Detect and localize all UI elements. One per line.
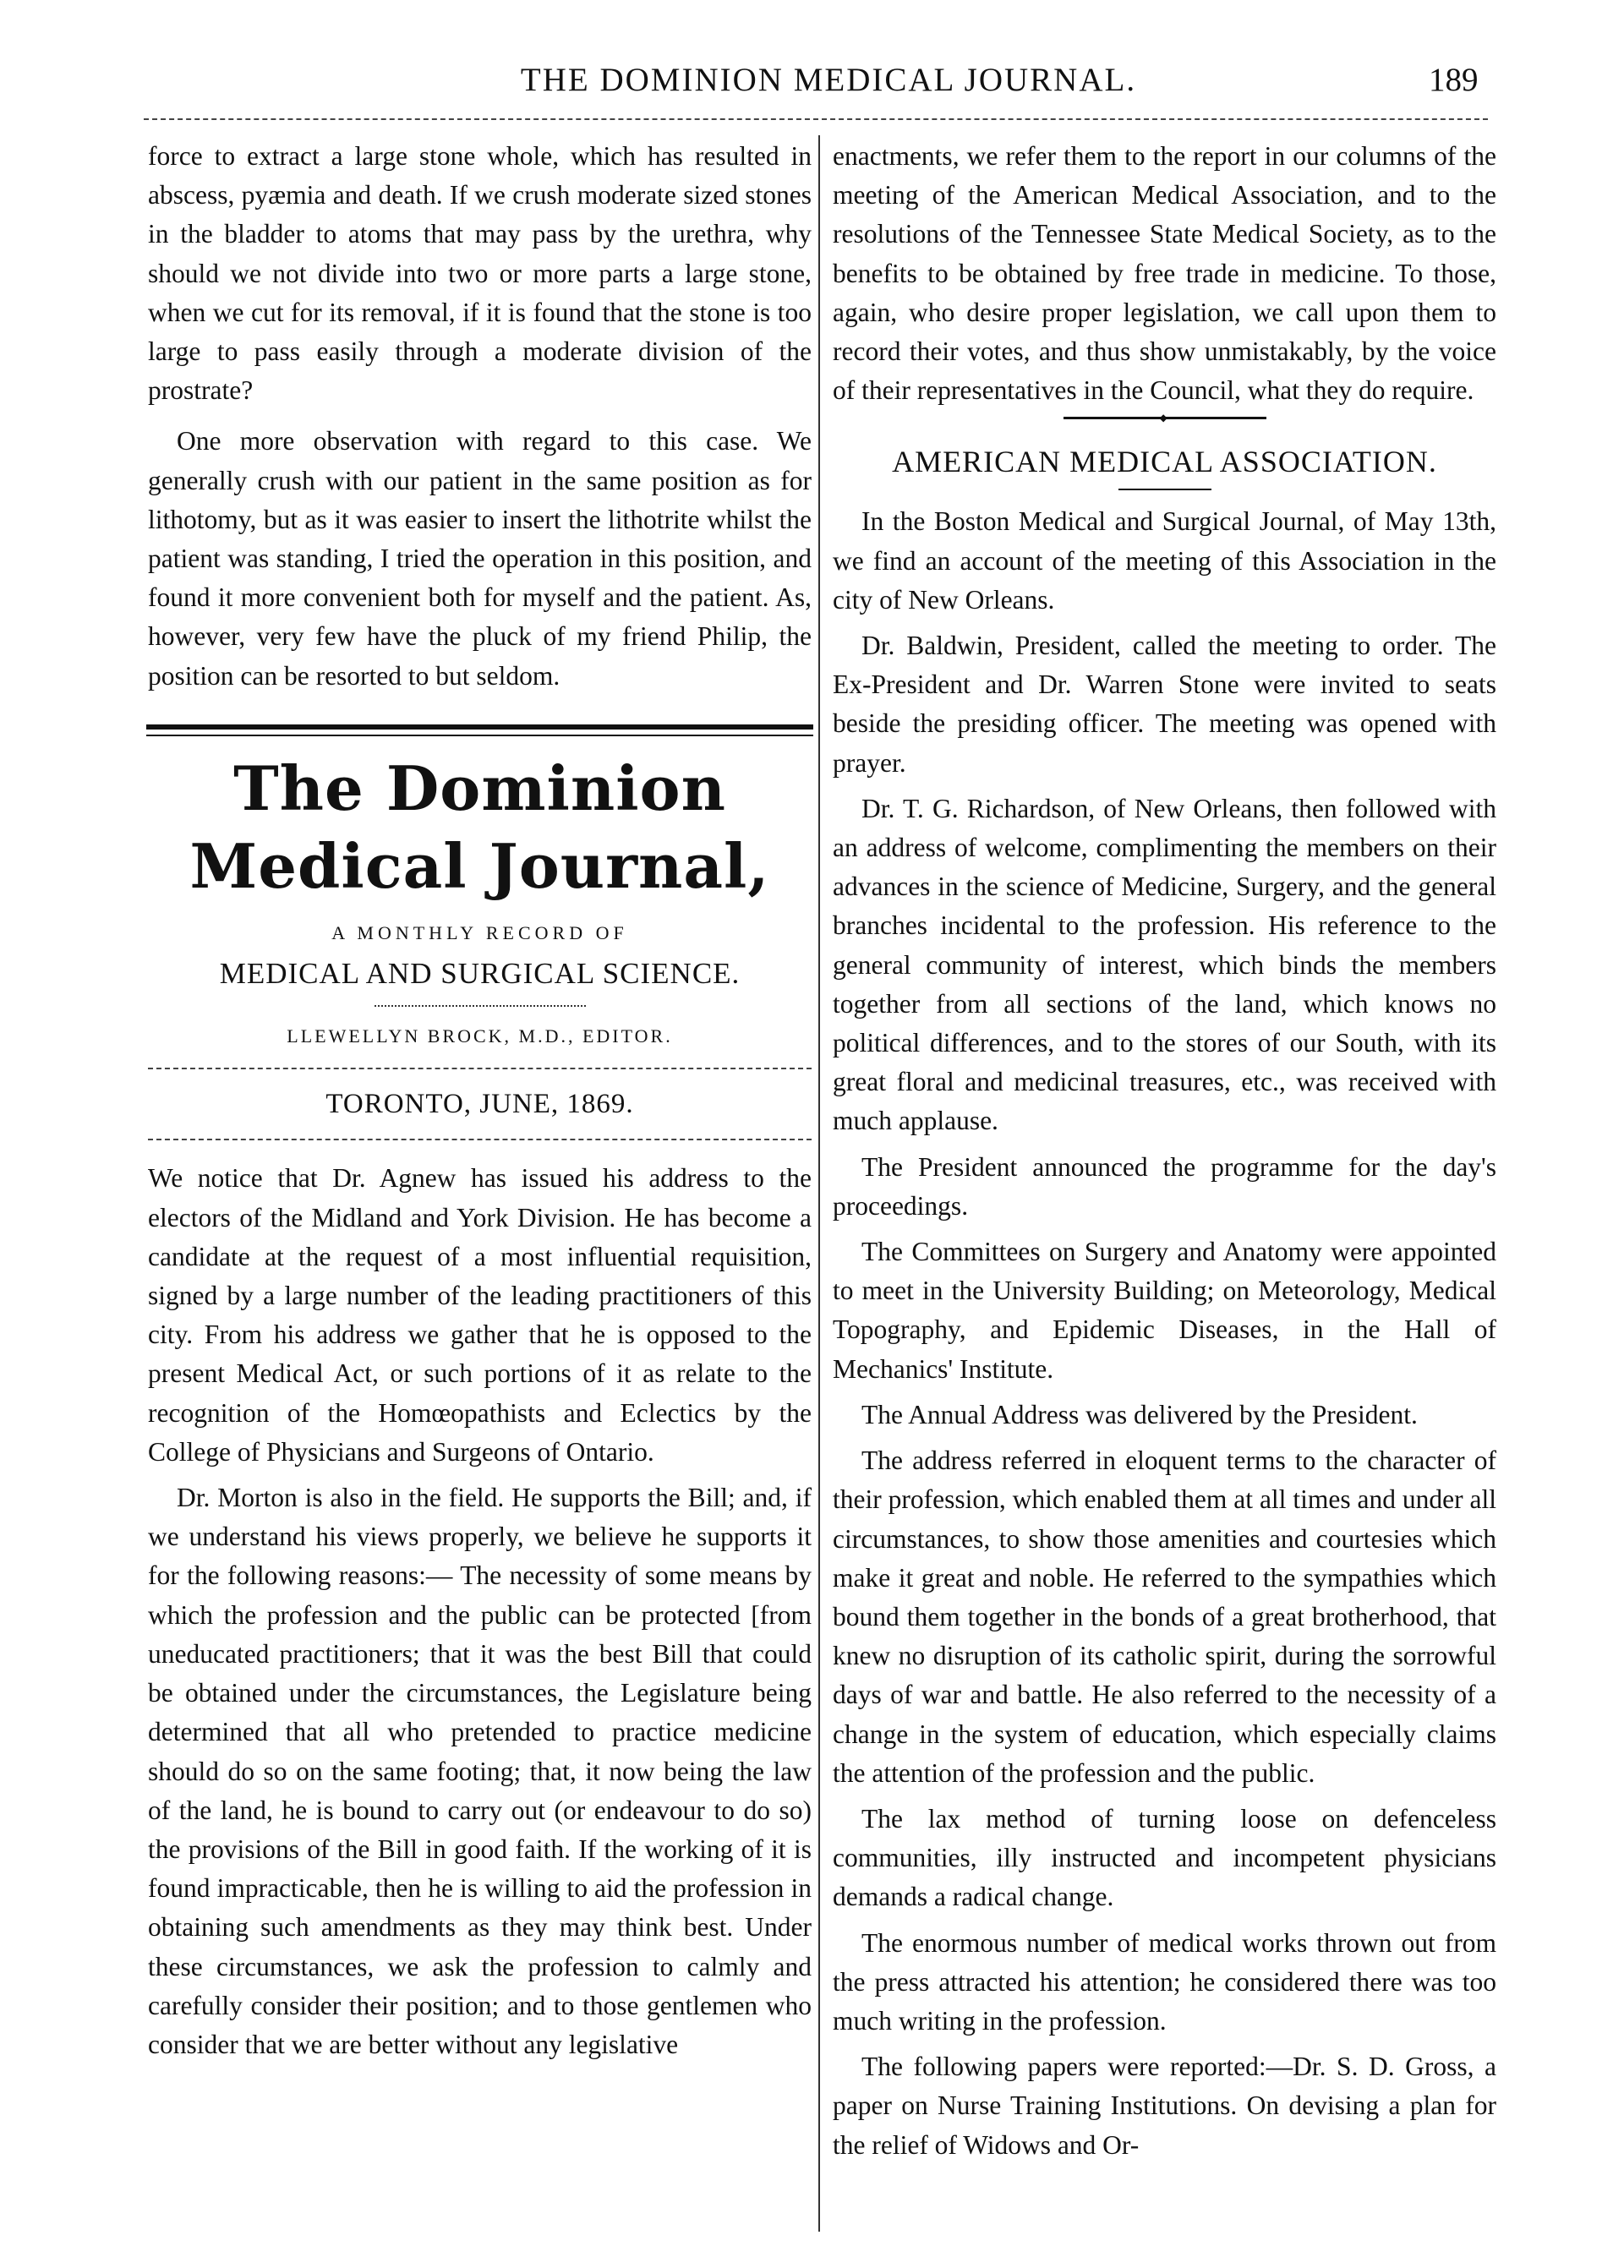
editor-line: LLEWELLYN BROCK, M.D., EDITOR. — [287, 1025, 673, 1047]
header-rule — [144, 118, 1488, 120]
running-title: THE DOMINION MEDICAL JOURNAL. — [520, 62, 1137, 98]
ornament-rule — [375, 1005, 586, 1007]
paragraph: We notice that Dr. Agnew has issued his address to the electors of the Midland and York Division. He has become a candidate at the request of a most influential requisition, signed by a large number of the leading practitioners of this city. From his address we gather that he is opposed to the present Medical Act, or such portions of it as relate to the recognition of the Homœopathists and Eclectics by the College of Physicians and Surgeons of Ontario. — [148, 1163, 812, 1467]
running-header — [0, 61, 1624, 120]
journal-subtitle: A MONTHLY RECORD OF — [331, 921, 628, 943]
dateline: TORONTO, JUNE, 1869. — [325, 1089, 634, 1120]
masthead-rule — [148, 1139, 812, 1140]
heading-rule — [1118, 489, 1211, 490]
paragraph: The following papers were reported:—Dr. S. D. Gross, a paper on Nurse Training Institutions. On devising a plan for the relief of Widows and Or- — [833, 2052, 1496, 2160]
paragraph: In the Boston Medical and Surgical Journal, of May 13th, we find an account of the meeting of this Association in the city of New Orleans. — [833, 506, 1496, 615]
section-separator — [1064, 412, 1266, 424]
masthead-rule — [148, 1068, 812, 1069]
page-number: 189 — [1429, 62, 1479, 98]
paragraph: The President announced the programme for the day's proceedings. — [833, 1151, 1496, 1221]
paragraph: force to extract a large stone whole, which has resulted in abscess, pyæmia and death. If we crush moderate sized stones in the bladder to atoms that may pass by the urethra, why should we not divide into two or more parts a large stone, when we cut for its removal, if it is found that the stone is too large to pass easily through a moderate division of the prostrate? — [148, 141, 812, 406]
paragraph: One more observation with regard to this case. We generally crush with our patient in the same position as for lithotomy, but as it was easier to insert the lithotrite whilst the patient was standing, I tried the operation in this position, and found it more convenient both for myself and the patient. As, however, very few have the pluck of my friend Philip, the position can be resorted to but seldom. — [148, 426, 812, 691]
paragraph: Dr. Morton is also in the field. He supports the Bill; and, if we understand his views properly, we believe he supports it for the following reasons:— The necessity of some means by which the profession and the public can be protected [from uneducated practitioners; that it was the best Bill that could be obtained under the circumstances, the Legislature being determined that all who pretended to practice medicine should do so on the same footing; that, it now being the law of the land, he is bound to carry out (or endeavour to do so) the provisions of the Bill in good faith. If the working of it is found impracticable, then he is willing to aid the profession in obtaining such amendments as they may think best. Under these circumstances, we ask the profession to calmly and carefully consider their position; and to those gentlemen who consider that we are better without any legislative — [148, 1483, 812, 2059]
right-column — [833, 137, 1496, 2165]
journal-subtitle-main: MEDICAL AND SURGICAL SCIENCE. — [219, 957, 741, 991]
paragraph: The lax method of turning loose on defenceless communities, illy instructed and incompetent physicians demands a radical change. — [833, 1803, 1496, 1912]
paragraph: Dr. Baldwin, President, called the meeting to order. The Ex-President and Dr. Warren Stone were invited to seats beside the presiding officer. The meeting was opened with prayer. — [833, 631, 1496, 778]
paragraph: The address referred in eloquent terms to the character of their profession, which enabled them at all times and under all circumstances, to show those amenities and courtesies which make it great and noble. He referred to the sympathies which bound them together in the bonds of a great brotherhood, that knew no disruption of its catholic spirit, during the sorrowful days of war and battle. He also referred to the necessity of a change in the system of education, which especially claims the attention of the profession and the public. — [833, 1446, 1496, 1788]
section-heading: AMERICAN MEDICAL ASSOCIATION. — [892, 445, 1437, 479]
paragraph: enactments, we refer them to the report in our columns of the meeting of the American Medical Association, and to the resolutions of the Tennessee State Medical Society, as to the benefits to be obtained by free trade in medicine. To those, again, who desire proper legislation, we call upon them to record their votes, and thus show unmistakably, by the voice of their representatives in the Council, what they do require. — [833, 141, 1496, 406]
journal-name: The Dominion Medical Journal, — [189, 751, 770, 902]
paragraph: The enormous number of medical works thrown out from the press attracted his attention; he considered there was too much writing in the profession. — [833, 1927, 1496, 2036]
column-divider — [818, 135, 820, 2232]
diamond-ornament: ◆ — [1159, 412, 1167, 424]
paragraph: Dr. T. G. Richardson, of New Orleans, then followed with an address of welcome, complimenting the members on their advances in the science of Medicine, Surgery, and the general branches incidental to the profession. His reference to the general community of interest, which binds the members together from all sections of the land, which knows no political differences, and to the stores of our South, with its great floral and medicinal treasures, etc., was received with much applause. — [833, 793, 1496, 1136]
journal-masthead — [148, 724, 812, 1141]
paragraph: The Committees on Surgery and Anatomy were appointed to meet in the University Building; on Meteorology, Medical Topography, and Epidemic Diseases, in the Hall of Mechanics' Institute. — [833, 1237, 1496, 1384]
masthead-rule — [146, 735, 813, 736]
masthead-rule — [146, 724, 813, 730]
left-column — [148, 137, 812, 2064]
paragraph: The Annual Address was delivered by the President. — [861, 1399, 1418, 1429]
